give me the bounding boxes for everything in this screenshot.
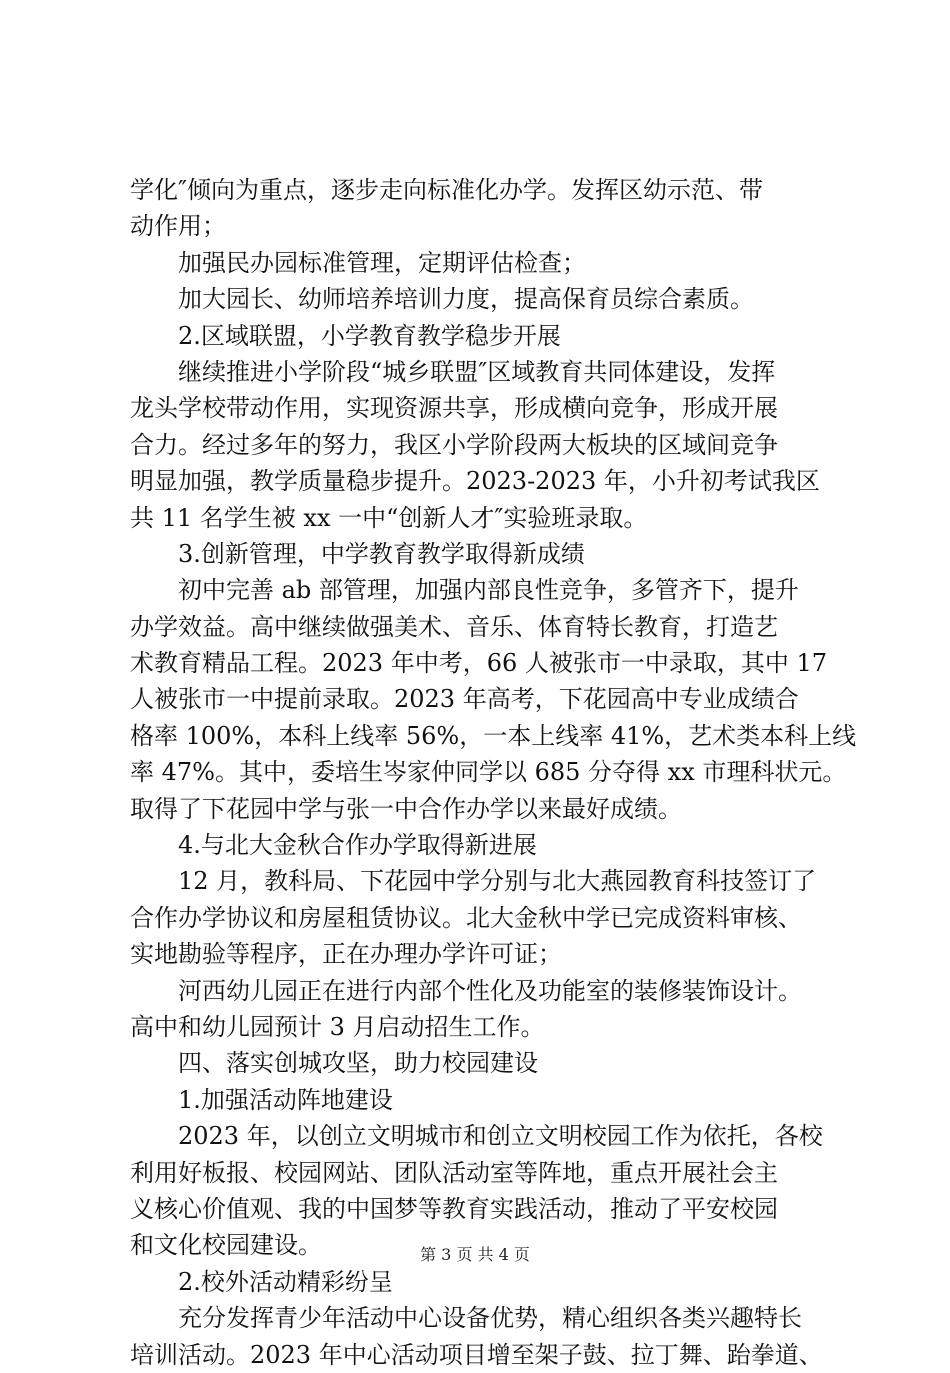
text-line: 取得了下花园中学与张一中合作办学以来最好成绩。 (130, 794, 682, 823)
text-line: 3.创新管理，中学教育教学取得新成绩 (178, 539, 585, 568)
text-line: 格率 100%，本科上线率 56%，一本上线率 41%，艺术类本科上线 (130, 721, 857, 750)
text-line: 明显加强，教学质量稳步提升。2023-2023 年，小升初考试我区 (130, 467, 820, 496)
text-line: 河西幼儿园正在进行内部个性化及功能室的装修装饰设计。 (178, 976, 802, 1005)
text-line: 和文化校园建设。 (130, 1231, 322, 1260)
text-line: 术教育精品工程。2023 年中考，66 人被张市一中录取，其中 17 (130, 649, 828, 678)
text-line: 利用好板报、校园网站、团队活动室等阵地，重点开展社会主 (130, 1158, 778, 1187)
text-line: 培训活动。2023 年中心活动项目增至架子鼓、拉丁舞、跆拳道、 (130, 1340, 823, 1369)
text-line: 共 11 名学生被 xx 一中“创新人才″实验班录取。 (130, 503, 648, 532)
text-line: 1.加强活动阵地建设 (178, 1085, 393, 1114)
text-line: 义核心价值观、我的中国梦等教育实践活动，推动了平安校园 (130, 1194, 778, 1223)
text-line: 四、落实创城攻坚，助力校园建设 (178, 1049, 538, 1078)
text-line: 初中完善 ab 部管理，加强内部良性竞争，多管齐下，提升 (178, 576, 799, 605)
text-line: 充分发挥青少年活动中心设备优势，精心组织各类兴趣特长 (178, 1304, 802, 1333)
text-line: 加大园长、幼师培养培训力度，提高保育员综合素质。 (178, 285, 754, 314)
text-line: 2023 年，以创立文明城市和创立文明校园工作为依托，各校 (178, 1122, 823, 1151)
text-line: 加强民办园标准管理，定期评估检查； (178, 248, 586, 277)
text-line: 合作办学协议和房屋租赁协议。北大金秋中学已完成资料审核、 (130, 903, 802, 932)
text-line: 4.与北大金秋合作办学取得新进展 (178, 831, 537, 860)
text-line: 合力。经过多年的努力，我区小学阶段两大板块的区域间竞争 (130, 430, 778, 459)
text-line: 龙头学校带动作用，实现资源共享，形成横向竞争，形成开展 (130, 394, 778, 423)
text-line: 12 月，教科局、下花园中学分别与北大燕园教育科技签订了 (178, 867, 817, 896)
text-line: 继续推进小学阶段“城乡联盟″区域教育共同体建设，发挥 (178, 357, 776, 386)
document-body (130, 172, 857, 1373)
text-line: 高中和幼儿园预计 3 月启动招生工作。 (130, 1012, 545, 1041)
text-line: 率 47%。其中，委培生岑家仲同学以 685 分夺得 xx 市理科状元。 (130, 758, 847, 787)
text-line: 2.区域联盟，小学教育教学稳步开展 (178, 321, 561, 350)
text-line: 办学效益。高中继续做强美术、音乐、体育特长教育，打造艺 (130, 612, 778, 641)
text-line: 人被张市一中提前录取。2023 年高考，下花园高中专业成绩合 (130, 685, 799, 714)
text-line: 动作用； (130, 212, 226, 241)
text-line: 学化″倾向为重点，逐步走向标准化办学。发挥区幼示范、带 (130, 176, 763, 204)
page-footer: 第 3 页 共 4 页 (420, 1245, 530, 1264)
text-line: 2.校外活动精彩纷呈 (178, 1267, 393, 1296)
text-line: 实地勘验等程序，正在办理办学许可证； (130, 940, 562, 969)
